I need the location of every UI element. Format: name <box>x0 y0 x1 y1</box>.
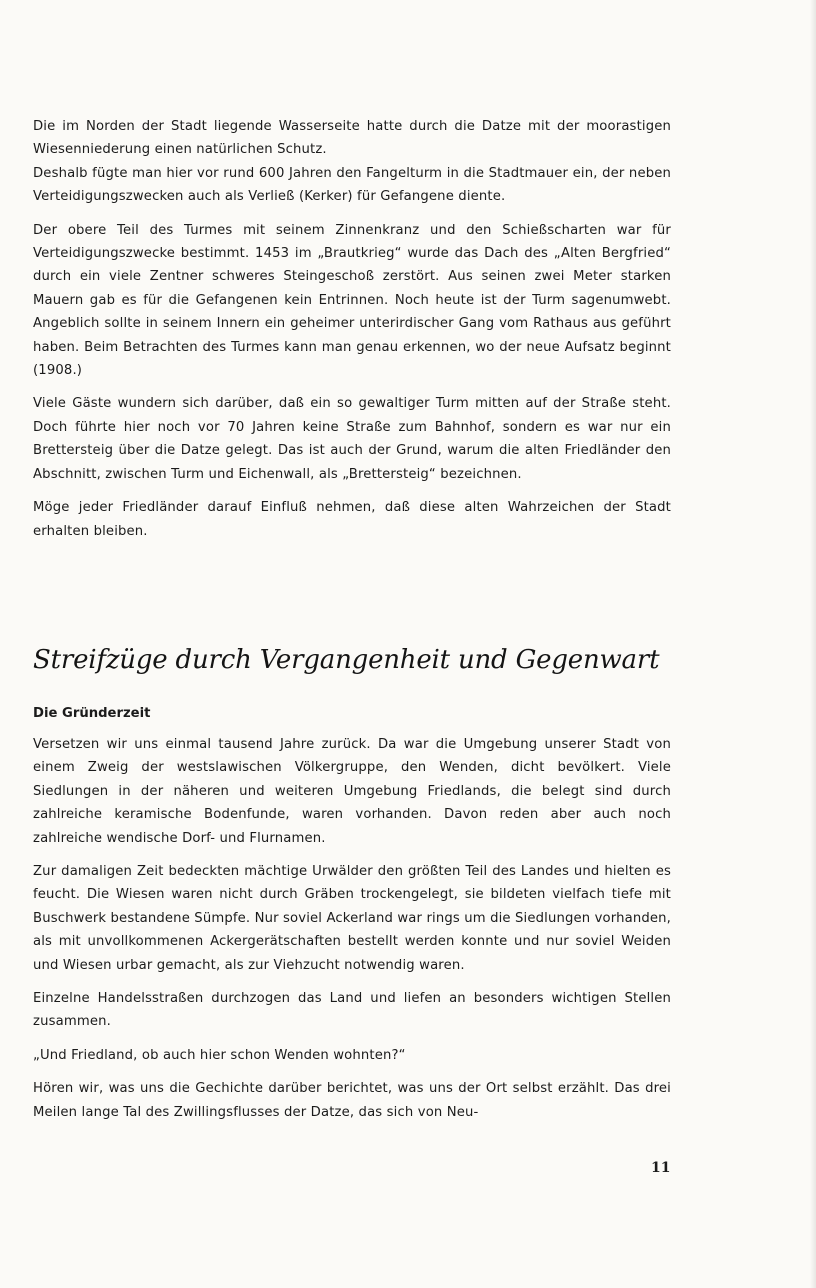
section-text-block <box>33 733 671 1124</box>
page-edge-shadow <box>810 0 816 1288</box>
page-number: 11 <box>651 1160 671 1176</box>
paragraph-landmarks: Möge jeder Friedländer darauf Einfluß nehmen, daß diese alten Wahrzeichen der Stadt erhalten bleiben. <box>33 500 671 539</box>
paragraph-wends: Versetzen wir uns einmal tausend Jahre zurück. Da war die Umgebung unserer Stadt von einem Zweig der westslawischen Völkergruppe, den Wenden, dicht bevölkert. Viele Siedlungen in der näheren und weiteren Umgebung Friedlands, die belegt sind durch zahlreiche keramische Bodenfunde, waren vorhanden. Davon reden aber auch noch zahlreiche wendische Dorf- und Flurnamen. <box>33 737 671 846</box>
paragraph-forests: Zur damaligen Zeit bedeckten mächtige Urwälder den größten Teil des Landes und hielten es feucht. Die Wiesen waren nicht durch Gräben trockengelegt, sie bildeten vielfach tiefe mit Buschwerk bestandene Sümpfe. Nur soviel Ackerland war rings um die Siedlungen vorhanden, als mit unvollkommenen Ackergerätschaften bestellt werden konnte und nur soviel Weiden und Wiesen urbar gemacht, als zur Viehzucht notwendig waren. <box>33 864 671 973</box>
paragraph-water-side: Die im Norden der Stadt liegende Wasserseite hatte durch die Datze mit der moorastigen Wiesenniederung einen natürlichen Schutz. <box>33 119 671 158</box>
paragraph-brettersteig: Viele Gäste wundern sich darüber, daß ein so gewaltiger Turm mitten auf der Straße steht. Doch führte hier noch vor 70 Jahren keine Straße zum Bahnhof, sondern es war nur ein Brettersteig über die Datze gelegt. Das ist auch der Grund, warum die alten Friedländer den Abschnitt, zwischen Turm und Eichenwall, als „Brettersteig“ bezeichnen. <box>33 396 671 482</box>
paragraph-question: „Und Friedland, ob auch hier schon Wenden wohnten?“ <box>33 1047 406 1063</box>
paragraph-fangelturm: Deshalb fügte man hier vor rund 600 Jahren den Fangelturm in die Stadtmauer ein, der neben Verteidigungszwecken auch als Verließ (Kerker) für Gefangene diente. <box>33 165 671 205</box>
section-title: Streifzüge durch Vergangenheit und Gegenwart <box>33 645 660 675</box>
paragraph-tower-description: Der obere Teil des Turmes mit seinem Zinnenkranz und den Schießscharten war für Verteidigungszwecke bestimmt. 1453 im „Brautkrieg“ wurde das Dach des „Alten Bergfried“ durch ein viele Zentner schweres Steingeschoß zerstört. Aus seinen zwei Meter starken Mauern gab es für die Gefangenen kein Entrinnen. Noch heute ist der Turm sagenumwebt. Angeblich sollte in seinem Innern ein geheimer unterirdischer Gang vom Rathaus aus geführt haben. Beim Betrachten des Turmes kann man genau erkennen, wo der neue Aufsatz beginnt (1908.) <box>33 222 671 379</box>
paragraph-trade-routes: Einzelne Handelsstraßen durchzogen das Land und liefen an besonders wichtigen Stellen zusammen. <box>33 991 671 1030</box>
paragraph-history: Hören wir, was uns die Gechichte darüber berichtet, was uns der Ort selbst erzählt. Das drei Meilen lange Tal des Zwillingsflusses der Datze, das sich von Neu- <box>33 1081 671 1120</box>
subsection-title: Die Gründerzeit <box>33 706 151 721</box>
intro-text-block <box>33 115 671 543</box>
